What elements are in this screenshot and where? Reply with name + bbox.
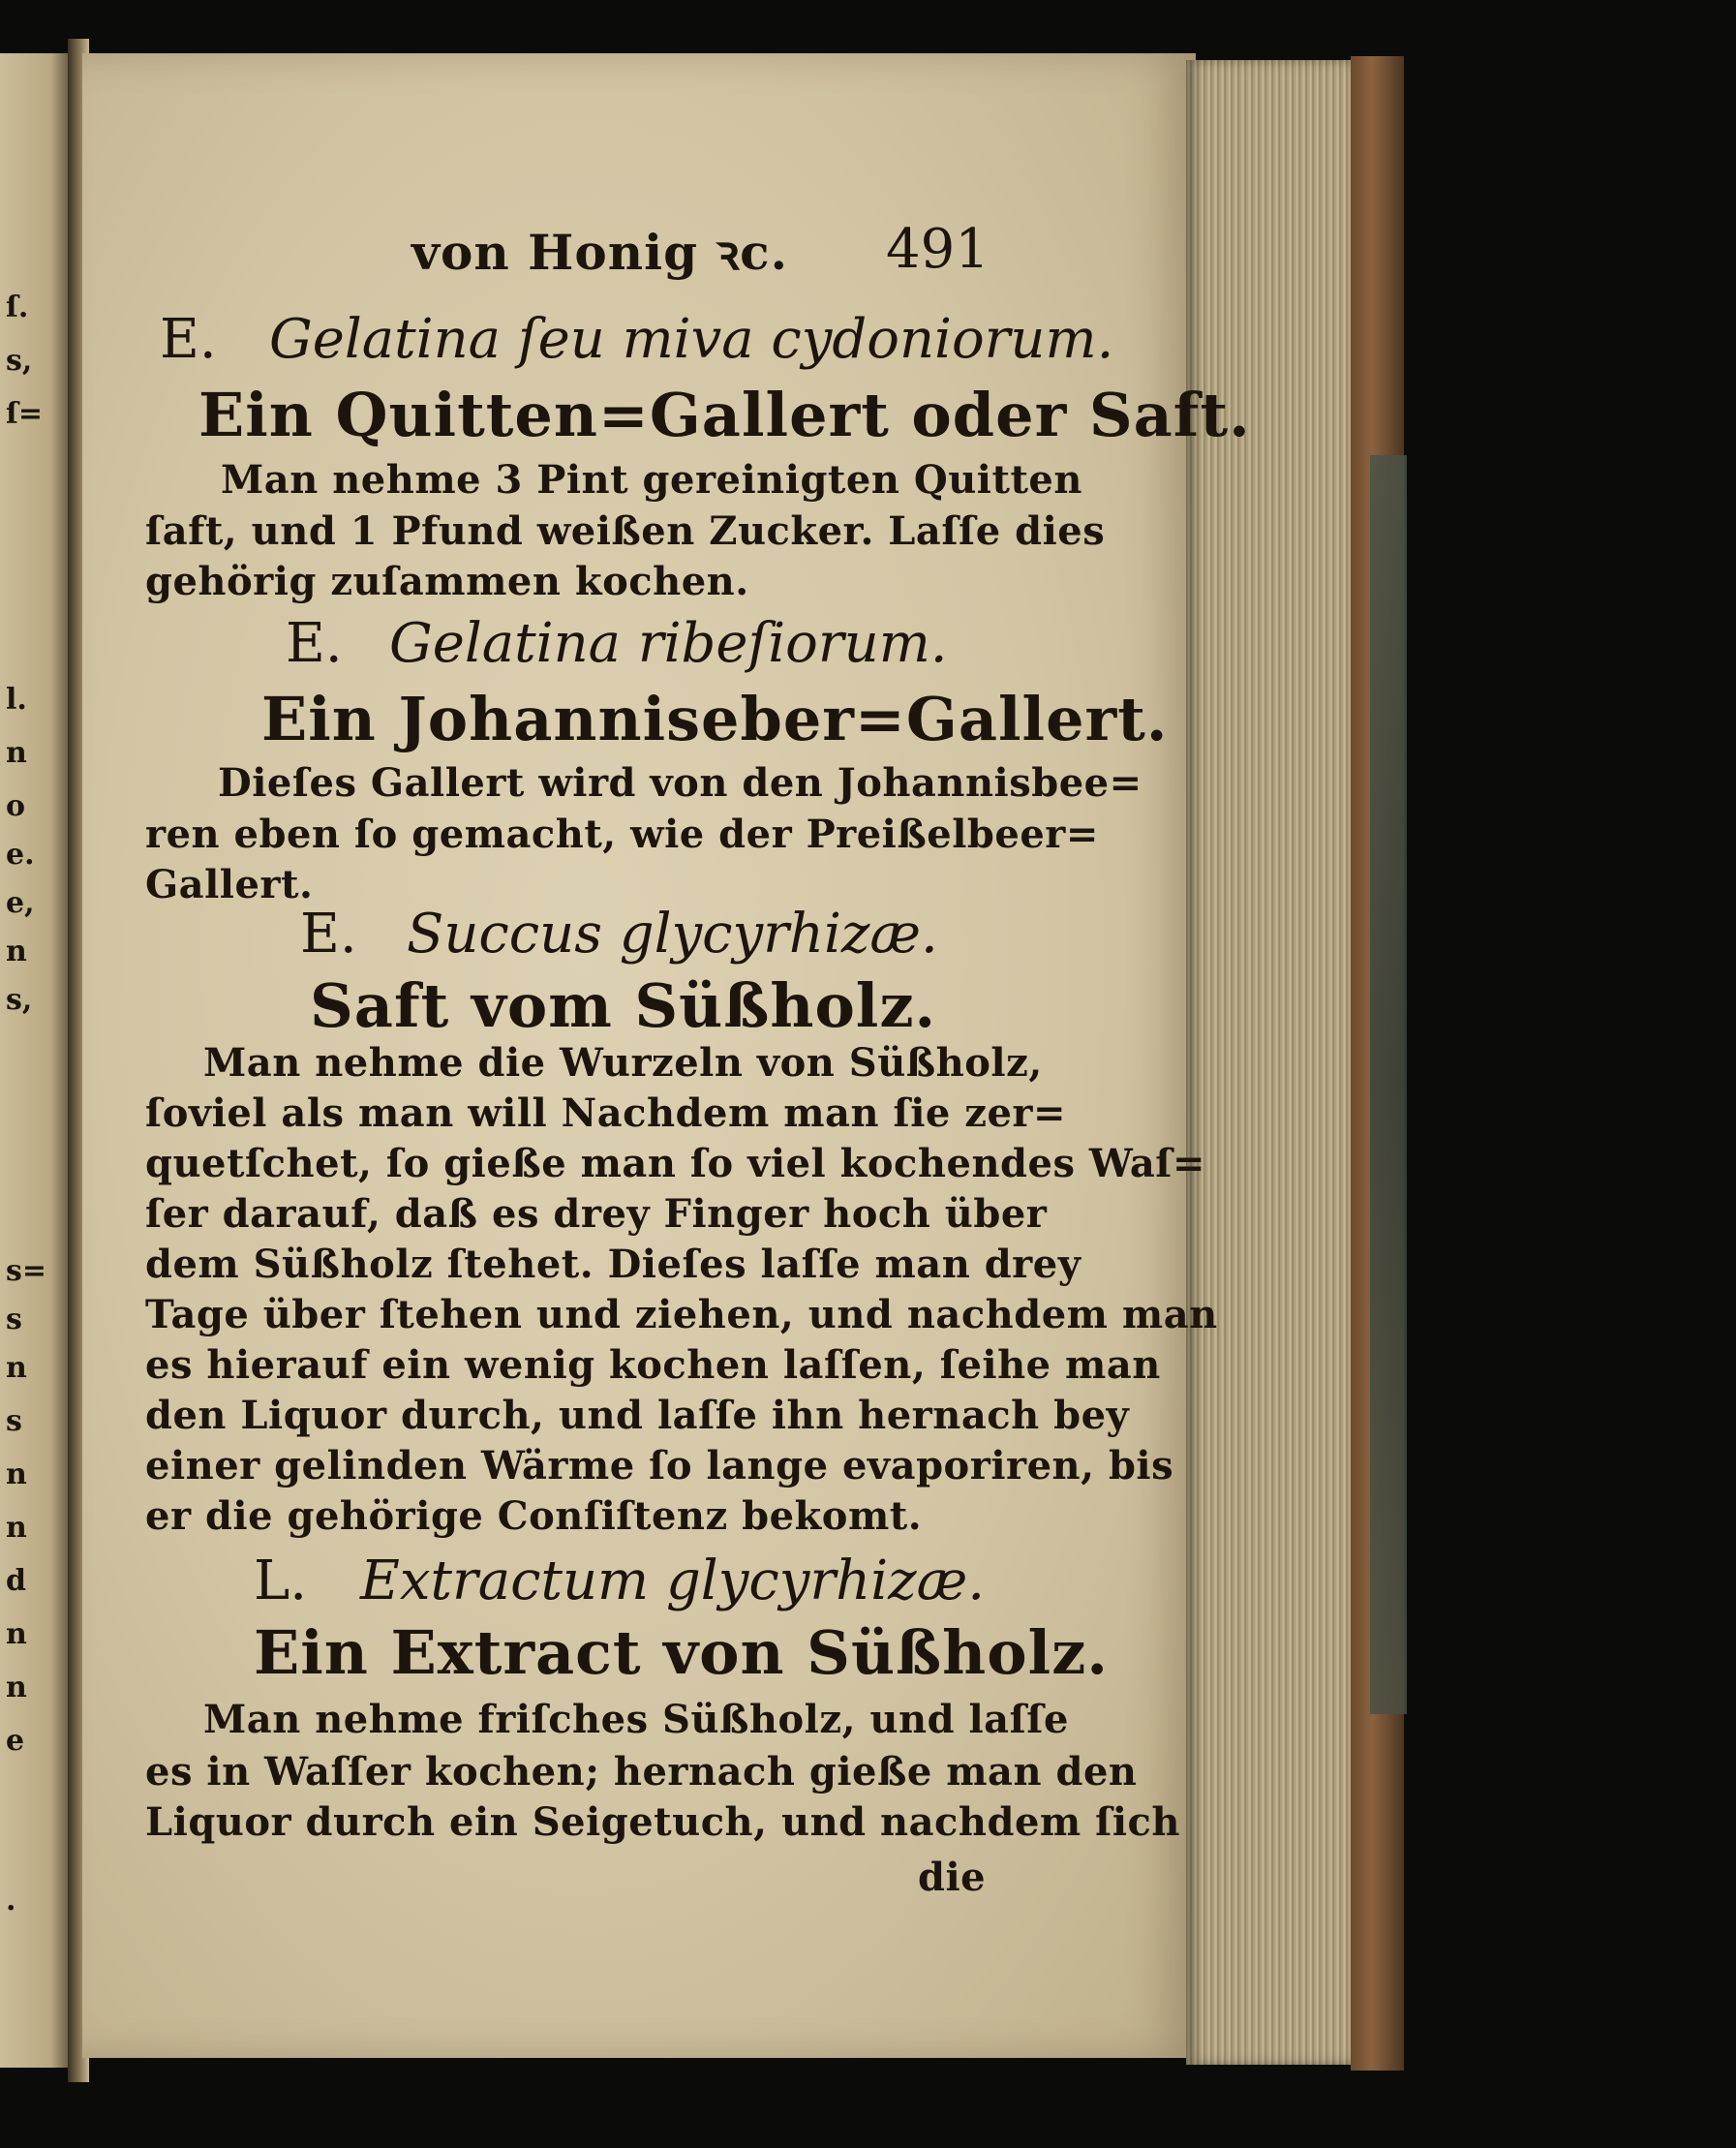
body-line: Dieſes Gallert wird von den Johannisbee= (218, 760, 1142, 806)
body-line: Tage über ſtehen und ziehen, und nachdem man (145, 1292, 1218, 1337)
body-line: ſer darauf, daß es drey Finger hoch über (145, 1191, 1048, 1237)
catchword: die (918, 1855, 987, 1900)
entry-heading: Ein Extract von Süßholz. (254, 1617, 1109, 1688)
margin-fragment: o (6, 789, 26, 823)
entry-label: E. (286, 612, 343, 675)
body-line: Liquor durch ein Seigetuch, und nachdem ſich (145, 1799, 1180, 1845)
margin-fragment: n (6, 1511, 27, 1545)
margin-fragment: s (6, 1303, 22, 1336)
body-line: er die gehörige Conſiſtenz bekomt. (145, 1493, 923, 1539)
margin-fragment: e. (6, 838, 35, 872)
margin-fragment: e, (6, 886, 35, 920)
body-line: es hierauf ein wenig kochen laſſen, ſeihe man (145, 1342, 1161, 1388)
margin-fragment: e (6, 1724, 25, 1758)
body-line: ren eben ſo gemacht, wie der Preißelbeer= (145, 812, 1099, 857)
body-line: quetſchet, ſo gieße man ſo viel kochendes Waſ= (145, 1141, 1205, 1186)
entry-heading: Ein Quitten=Gallert oder Saft. (198, 380, 1251, 450)
margin-fragment: n (6, 935, 27, 968)
entry-heading: Saft vom Süßholz. (310, 970, 937, 1041)
entry-latin-title: Succus glycyrhizæ. (407, 903, 938, 966)
page-number: 491 (886, 218, 990, 281)
margin-fragment: n (6, 1671, 27, 1704)
entry-latin-title: Gelatina ribeſiorum. (389, 612, 948, 675)
body-line: dem Süßholz ſtehet. Dieſes laſſe man drey (145, 1242, 1081, 1287)
margin-fragment: n (6, 1458, 27, 1491)
entry-latin-title: Extractum glycyrhizæ. (360, 1550, 986, 1612)
margin-fragment: s, (6, 983, 33, 1017)
entry-latin-title: Gelatina ſeu miva cydoniorum. (269, 308, 1114, 371)
margin-fragment: s, (6, 344, 33, 378)
entry-heading: Ein Johanniseber=Gallert. (261, 684, 1169, 754)
margin-fragment: s (6, 1404, 22, 1438)
body-line: Gallert. (145, 862, 314, 907)
body-line: gehörig zuſammen kochen. (145, 559, 749, 604)
body-line: Man nehme die Wurzeln von Süßholz, (203, 1040, 1043, 1086)
margin-fragment: l. (6, 683, 27, 717)
entry-label: E. (300, 903, 357, 966)
body-line: ſaft, und 1 Pfund weißen Zucker. Laſſe dies (145, 508, 1106, 554)
body-line: Man nehme 3 Pint gereinigten Quitten (221, 457, 1082, 503)
body-line: es in Waſſer kochen; hernach gieße man den (145, 1749, 1138, 1795)
margin-fragment: d (6, 1564, 26, 1598)
left-margin-fragments (6, 53, 64, 2068)
margin-fragment: . (6, 1884, 16, 1918)
body-line: Man nehme friſches Süßholz, und laſſe (203, 1697, 1069, 1742)
body-line: ſoviel als man will Nachdem man ſie zer= (145, 1090, 1067, 1136)
entry-label: L. (254, 1550, 307, 1612)
page-fore-edge (1186, 60, 1360, 2065)
margin-fragment: n (6, 1351, 27, 1385)
body-line: einer gelinden Wärme ſo lange evaporiren, bis (145, 1443, 1174, 1488)
margin-fragment: s= (6, 1254, 47, 1288)
margin-fragment: ſ= (6, 397, 44, 431)
margin-fragment: n (6, 1617, 27, 1651)
body-line: den Liquor durch, und laſſe ihn hernach bey (145, 1393, 1130, 1438)
margin-fragment: ſ. (6, 291, 29, 324)
entry-label: E. (160, 308, 217, 371)
margin-fragment: n (6, 736, 27, 770)
left-page-edge (0, 53, 73, 2068)
running-head: von Honig ꝛc. (411, 224, 789, 281)
cover-wear (1370, 455, 1407, 1714)
